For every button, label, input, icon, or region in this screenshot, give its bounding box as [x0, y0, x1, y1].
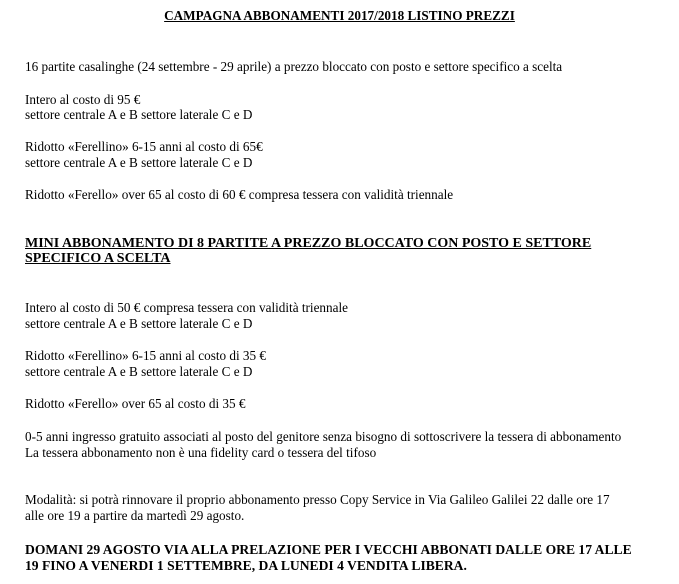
announcement-line1: DOMANI 29 AGOSTO VIA ALLA PRELAZIONE PER I VECCHI ABBONATI DALLE ORE 17 ALLE: [25, 542, 632, 557]
mini-ridotto-ferello: Ridotto «Ferello» over 65 al costo di 35 €: [25, 396, 246, 411]
modalita-line1: Modalità: si potrà rinnovare il proprio abbonamento presso Copy Service in Via Galileo Galilei 22 dalle ore 17: [25, 492, 610, 507]
season-ridotto-ferello: Ridotto «Ferello» over 65 al costo di 60 € compresa tessera con validità triennale: [25, 187, 454, 202]
page-title: CAMPAGNA ABBONAMENTI 2017/2018 LISTINO PREZZI: [164, 8, 515, 23]
mini-intero-price: Intero al costo di 50 € compresa tessera con validità triennale: [25, 300, 348, 315]
season-intro: 16 partite casalinghe (24 settembre - 29 aprile) a prezzo bloccato con posto e settore specifico a scelta: [25, 59, 563, 74]
season-intero-sectors: settore centrale A e B settore laterale C e D: [25, 107, 253, 122]
note-free-entry: 0-5 anni ingresso gratuito associati al posto del genitore senza bisogno di sottoscrivere la tessera di abbonamento: [25, 429, 622, 444]
modalita-line2: alle ore 19 a partire da martedì 29 agosto.: [25, 508, 245, 523]
mini-heading-line1: MINI ABBONAMENTO DI 8 PARTITE A PREZZO BLOCCATO CON POSTO E SETTORE: [25, 236, 592, 251]
mini-heading-line2: SPECIFICO A SCELTA: [25, 251, 171, 266]
mini-intero-sectors: settore centrale A e B settore laterale C e D: [25, 316, 253, 331]
season-ridotto-ferellino-sectors: settore centrale A e B settore laterale C e D: [25, 155, 253, 170]
season-ridotto-ferellino-price: Ridotto «Ferellino» 6-15 anni al costo di 65€: [25, 139, 263, 154]
mini-ridotto-ferellino-price: Ridotto «Ferellino» 6-15 anni al costo di 35 €: [25, 348, 267, 363]
note-fidelity-card: La tessera abbonamento non è una fidelity card o tessera del tifoso: [25, 445, 377, 460]
announcement-line2: 19 FINO A VENERDI 1 SETTEMBRE, DA LUNEDI 4 VENDITA LIBERA.: [25, 558, 467, 573]
mini-ridotto-ferellino-sectors: settore centrale A e B settore laterale C e D: [25, 364, 253, 379]
season-intero-price: Intero al costo di 95 €: [25, 92, 141, 107]
